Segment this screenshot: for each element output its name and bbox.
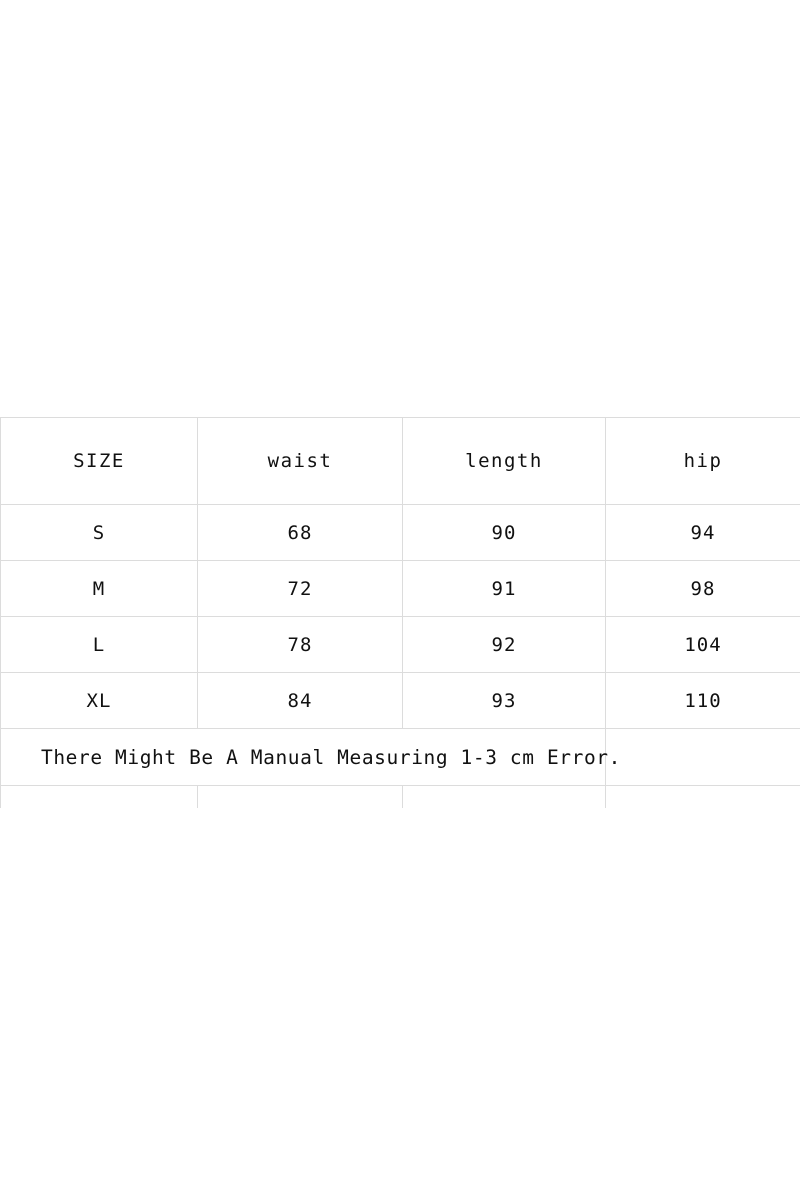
cell-size: S: [1, 505, 198, 561]
note-blank-cell: [606, 729, 800, 786]
cell-length: 91: [403, 561, 606, 617]
cell-size: M: [1, 561, 198, 617]
cell-length: 92: [403, 617, 606, 673]
cell-waist: 68: [198, 505, 403, 561]
table-row: [1, 505, 800, 561]
filler-cell: [606, 786, 800, 809]
measuring-note-row: [1, 729, 800, 786]
cell-hip: 110: [606, 673, 800, 729]
column-header-size: SIZE: [1, 418, 198, 505]
cell-hip: 104: [606, 617, 800, 673]
column-header-length: length: [403, 418, 606, 505]
cell-waist: 78: [198, 617, 403, 673]
size-chart-container: [0, 417, 800, 808]
cell-size: XL: [1, 673, 198, 729]
cell-hip: 94: [606, 505, 800, 561]
table-row: [1, 617, 800, 673]
table-row: [1, 561, 800, 617]
filler-cell: [1, 786, 198, 809]
table-filler-row: [1, 786, 800, 809]
cell-waist: 84: [198, 673, 403, 729]
filler-cell: [403, 786, 606, 809]
table-row: [1, 673, 800, 729]
cell-size: L: [1, 617, 198, 673]
cell-hip: 98: [606, 561, 800, 617]
size-chart-table: [0, 417, 800, 808]
measuring-note: There Might Be A Manual Measuring 1-3 cm Error.: [1, 729, 606, 786]
table-header-row: [1, 418, 800, 505]
filler-cell: [198, 786, 403, 809]
cell-length: 90: [403, 505, 606, 561]
column-header-waist: waist: [198, 418, 403, 505]
cell-waist: 72: [198, 561, 403, 617]
cell-length: 93: [403, 673, 606, 729]
column-header-hip: hip: [606, 418, 800, 505]
